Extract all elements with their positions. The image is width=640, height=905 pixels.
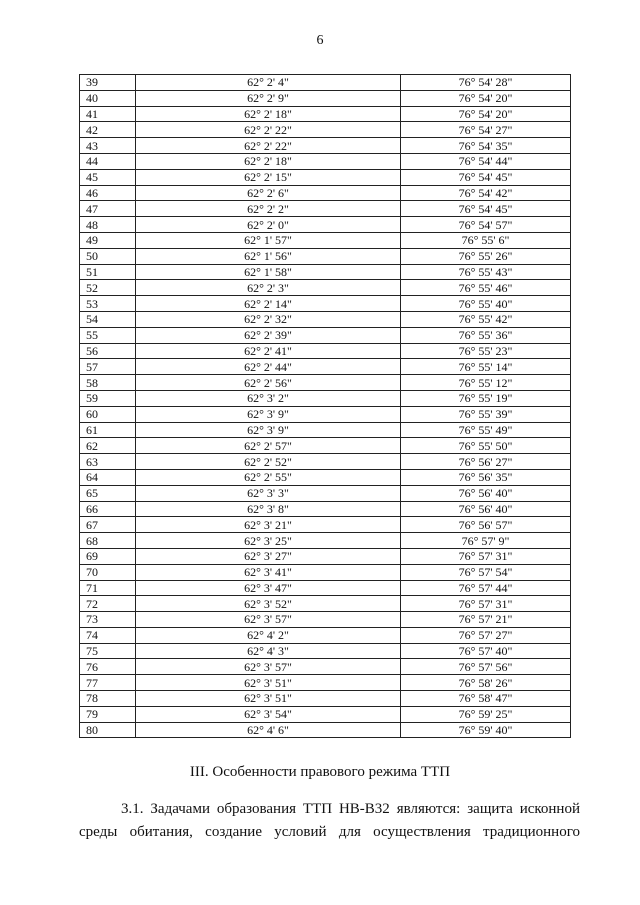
point-number-cell: 50 <box>80 248 136 264</box>
latitude-cell: 62° 2' 18" <box>136 106 401 122</box>
longitude-cell: 76° 57' 31" <box>401 596 571 612</box>
longitude-cell: 76° 54' 42" <box>401 185 571 201</box>
longitude-cell: 76° 56' 40" <box>401 501 571 517</box>
latitude-cell: 62° 2' 14" <box>136 296 401 312</box>
point-number-cell: 71 <box>80 580 136 596</box>
longitude-cell: 76° 56' 40" <box>401 485 571 501</box>
point-number-cell: 40 <box>80 90 136 106</box>
longitude-cell: 76° 57' 56" <box>401 659 571 675</box>
point-number-cell: 48 <box>80 217 136 233</box>
longitude-cell: 76° 55' 46" <box>401 280 571 296</box>
table-row <box>80 75 571 91</box>
latitude-cell: 62° 4' 6" <box>136 722 401 738</box>
latitude-cell: 62° 2' 15" <box>136 169 401 185</box>
table-row <box>80 248 571 264</box>
point-number-cell: 54 <box>80 311 136 327</box>
table-row <box>80 675 571 691</box>
latitude-cell: 62° 3' 9" <box>136 422 401 438</box>
latitude-cell: 62° 3' 3" <box>136 485 401 501</box>
latitude-cell: 62° 3' 51" <box>136 675 401 691</box>
longitude-cell: 76° 55' 36" <box>401 327 571 343</box>
latitude-cell: 62° 2' 22" <box>136 138 401 154</box>
longitude-cell: 76° 57' 44" <box>401 580 571 596</box>
latitude-cell: 62° 2' 55" <box>136 469 401 485</box>
table-row <box>80 169 571 185</box>
longitude-cell: 76° 54' 28" <box>401 75 571 91</box>
latitude-cell: 62° 1' 57" <box>136 232 401 248</box>
longitude-cell: 76° 57' 54" <box>401 564 571 580</box>
table-row <box>80 706 571 722</box>
table-row <box>80 564 571 580</box>
point-number-cell: 76 <box>80 659 136 675</box>
latitude-cell: 62° 2' 44" <box>136 359 401 375</box>
point-number-cell: 64 <box>80 469 136 485</box>
longitude-cell: 76° 56' 57" <box>401 517 571 533</box>
table-row <box>80 643 571 659</box>
latitude-cell: 62° 3' 57" <box>136 612 401 628</box>
latitude-cell: 62° 2' 4" <box>136 75 401 91</box>
coordinates-table-body <box>80 75 571 738</box>
point-number-cell: 42 <box>80 122 136 138</box>
point-number-cell: 59 <box>80 390 136 406</box>
longitude-cell: 76° 57' 27" <box>401 627 571 643</box>
point-number-cell: 41 <box>80 106 136 122</box>
latitude-cell: 62° 2' 6" <box>136 185 401 201</box>
point-number-cell: 75 <box>80 643 136 659</box>
point-number-cell: 78 <box>80 691 136 707</box>
table-row <box>80 517 571 533</box>
longitude-cell: 76° 57' 9" <box>401 533 571 549</box>
longitude-cell: 76° 54' 27" <box>401 122 571 138</box>
table-row <box>80 580 571 596</box>
point-number-cell: 70 <box>80 564 136 580</box>
longitude-cell: 76° 55' 50" <box>401 438 571 454</box>
table-row <box>80 533 571 549</box>
latitude-cell: 62° 3' 52" <box>136 596 401 612</box>
point-number-cell: 46 <box>80 185 136 201</box>
point-number-cell: 65 <box>80 485 136 501</box>
table-row <box>80 659 571 675</box>
latitude-cell: 62° 3' 8" <box>136 501 401 517</box>
latitude-cell: 62° 3' 51" <box>136 691 401 707</box>
point-number-cell: 53 <box>80 296 136 312</box>
longitude-cell: 76° 55' 23" <box>401 343 571 359</box>
point-number-cell: 43 <box>80 138 136 154</box>
point-number-cell: 52 <box>80 280 136 296</box>
longitude-cell: 76° 54' 44" <box>401 153 571 169</box>
table-row <box>80 311 571 327</box>
table-row <box>80 138 571 154</box>
latitude-cell: 62° 3' 41" <box>136 564 401 580</box>
longitude-cell: 76° 54' 45" <box>401 201 571 217</box>
latitude-cell: 62° 3' 57" <box>136 659 401 675</box>
point-number-cell: 55 <box>80 327 136 343</box>
table-row <box>80 153 571 169</box>
latitude-cell: 62° 2' 3" <box>136 280 401 296</box>
latitude-cell: 62° 2' 39" <box>136 327 401 343</box>
point-number-cell: 63 <box>80 454 136 470</box>
point-number-cell: 66 <box>80 501 136 517</box>
longitude-cell: 76° 56' 27" <box>401 454 571 470</box>
latitude-cell: 62° 2' 22" <box>136 122 401 138</box>
longitude-cell: 76° 57' 40" <box>401 643 571 659</box>
latitude-cell: 62° 3' 2" <box>136 390 401 406</box>
body-paragraph: 3.1. Задачами образования ТТП НВ-В32 являются: защита исконной среды обитания, создание условий для осуществления традиционного <box>79 801 580 840</box>
table-row <box>80 469 571 485</box>
latitude-cell: 62° 2' 0" <box>136 217 401 233</box>
longitude-cell: 76° 59' 25" <box>401 706 571 722</box>
point-number-cell: 58 <box>80 375 136 391</box>
point-number-cell: 67 <box>80 517 136 533</box>
table-row <box>80 359 571 375</box>
table-row <box>80 185 571 201</box>
table-row <box>80 485 571 501</box>
point-number-cell: 51 <box>80 264 136 280</box>
longitude-cell: 76° 54' 45" <box>401 169 571 185</box>
point-number-cell: 47 <box>80 201 136 217</box>
point-number-cell: 74 <box>80 627 136 643</box>
longitude-cell: 76° 57' 21" <box>401 612 571 628</box>
longitude-cell: 76° 55' 14" <box>401 359 571 375</box>
longitude-cell: 76° 55' 26" <box>401 248 571 264</box>
table-row <box>80 106 571 122</box>
table-row <box>80 454 571 470</box>
point-number-cell: 77 <box>80 675 136 691</box>
table-row <box>80 343 571 359</box>
point-number-cell: 73 <box>80 612 136 628</box>
point-number-cell: 39 <box>80 75 136 91</box>
longitude-cell: 76° 55' 40" <box>401 296 571 312</box>
longitude-cell: 76° 55' 43" <box>401 264 571 280</box>
longitude-cell: 76° 54' 20" <box>401 90 571 106</box>
point-number-cell: 61 <box>80 422 136 438</box>
longitude-cell: 76° 55' 42" <box>401 311 571 327</box>
latitude-cell: 62° 3' 27" <box>136 548 401 564</box>
table-row <box>80 296 571 312</box>
table-row <box>80 422 571 438</box>
latitude-cell: 62° 3' 9" <box>136 406 401 422</box>
longitude-cell: 76° 55' 12" <box>401 375 571 391</box>
latitude-cell: 62° 1' 58" <box>136 264 401 280</box>
longitude-cell: 76° 54' 20" <box>401 106 571 122</box>
latitude-cell: 62° 1' 56" <box>136 248 401 264</box>
longitude-cell: 76° 58' 47" <box>401 691 571 707</box>
point-number-cell: 49 <box>80 232 136 248</box>
point-number-cell: 68 <box>80 533 136 549</box>
point-number-cell: 56 <box>80 343 136 359</box>
table-row <box>80 501 571 517</box>
latitude-cell: 62° 2' 56" <box>136 375 401 391</box>
table-row <box>80 548 571 564</box>
table-row <box>80 722 571 738</box>
table-row <box>80 375 571 391</box>
point-number-cell: 62 <box>80 438 136 454</box>
latitude-cell: 62° 2' 32" <box>136 311 401 327</box>
table-row <box>80 612 571 628</box>
point-number-cell: 80 <box>80 722 136 738</box>
table-row <box>80 201 571 217</box>
point-number-cell: 44 <box>80 153 136 169</box>
table-row <box>80 232 571 248</box>
coordinates-table <box>79 74 571 738</box>
latitude-cell: 62° 2' 2" <box>136 201 401 217</box>
page-number: 6 <box>316 33 324 48</box>
point-number-cell: 79 <box>80 706 136 722</box>
longitude-cell: 76° 59' 40" <box>401 722 571 738</box>
latitude-cell: 62° 4' 2" <box>136 627 401 643</box>
longitude-cell: 76° 56' 35" <box>401 469 571 485</box>
table-row <box>80 327 571 343</box>
point-number-cell: 72 <box>80 596 136 612</box>
longitude-cell: 76° 55' 19" <box>401 390 571 406</box>
table-row <box>80 390 571 406</box>
latitude-cell: 62° 3' 21" <box>136 517 401 533</box>
table-row <box>80 122 571 138</box>
table-row <box>80 406 571 422</box>
point-number-cell: 60 <box>80 406 136 422</box>
longitude-cell: 76° 57' 31" <box>401 548 571 564</box>
longitude-cell: 76° 55' 39" <box>401 406 571 422</box>
section-heading: III. Особенности правового режима ТТП <box>189 764 451 780</box>
latitude-cell: 62° 2' 57" <box>136 438 401 454</box>
latitude-cell: 62° 3' 54" <box>136 706 401 722</box>
longitude-cell: 76° 55' 6" <box>401 232 571 248</box>
table-row <box>80 280 571 296</box>
table-row <box>80 627 571 643</box>
longitude-cell: 76° 55' 49" <box>401 422 571 438</box>
table-row <box>80 90 571 106</box>
table-row <box>80 438 571 454</box>
latitude-cell: 62° 2' 9" <box>136 90 401 106</box>
latitude-cell: 62° 2' 18" <box>136 153 401 169</box>
longitude-cell: 76° 58' 26" <box>401 675 571 691</box>
table-row <box>80 596 571 612</box>
latitude-cell: 62° 3' 25" <box>136 533 401 549</box>
point-number-cell: 69 <box>80 548 136 564</box>
table-row <box>80 691 571 707</box>
longitude-cell: 76° 54' 35" <box>401 138 571 154</box>
latitude-cell: 62° 3' 47" <box>136 580 401 596</box>
latitude-cell: 62° 4' 3" <box>136 643 401 659</box>
point-number-cell: 45 <box>80 169 136 185</box>
longitude-cell: 76° 54' 57" <box>401 217 571 233</box>
table-row <box>80 217 571 233</box>
point-number-cell: 57 <box>80 359 136 375</box>
latitude-cell: 62° 2' 52" <box>136 454 401 470</box>
latitude-cell: 62° 2' 41" <box>136 343 401 359</box>
table-row <box>80 264 571 280</box>
